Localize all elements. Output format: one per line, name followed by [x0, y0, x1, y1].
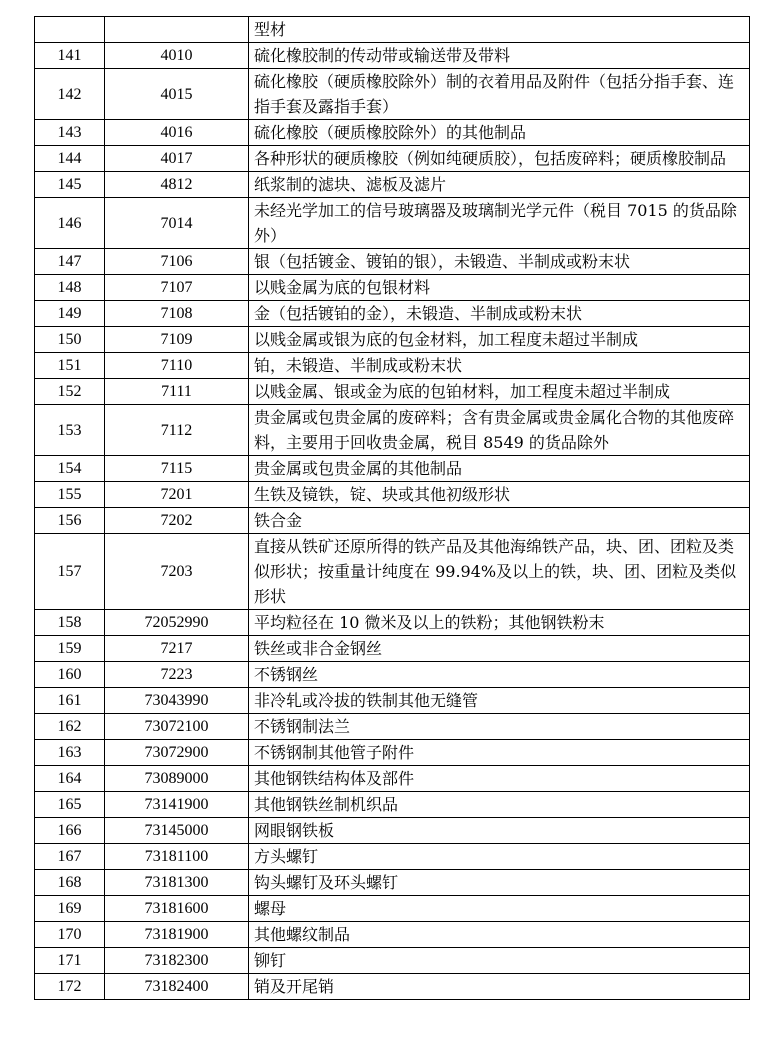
description-cell: 生铁及镜铁，锭、块或其他初级形状: [249, 482, 750, 508]
row-number-cell: 147: [35, 249, 105, 275]
table-row: [35, 482, 750, 508]
row-number-cell: 144: [35, 146, 105, 172]
description-cell: 非冷轧或冷拔的铁制其他无缝管: [249, 688, 750, 714]
tariff-code-cell: 7109: [105, 327, 249, 353]
row-number-cell: 153: [35, 405, 105, 456]
table-row: [35, 379, 750, 405]
row-number-cell: 149: [35, 301, 105, 327]
table-row: [35, 17, 750, 43]
description-cell: 不锈钢制法兰: [249, 714, 750, 740]
table-row: [35, 766, 750, 792]
description-cell: 钩头螺钉及环头螺钉: [249, 870, 750, 896]
row-number-cell: 163: [35, 740, 105, 766]
tariff-code-cell: 73089000: [105, 766, 249, 792]
row-number-cell: 155: [35, 482, 105, 508]
description-cell: 其他钢铁结构体及部件: [249, 766, 750, 792]
table-row: [35, 792, 750, 818]
tariff-code-cell: 73141900: [105, 792, 249, 818]
table-row: [35, 922, 750, 948]
row-number-cell: 171: [35, 948, 105, 974]
row-number-cell: 172: [35, 974, 105, 1000]
tariff-code-cell: 7223: [105, 662, 249, 688]
tariff-code-cell: 73181100: [105, 844, 249, 870]
tariff-code-cell: 7107: [105, 275, 249, 301]
table-row: [35, 405, 750, 456]
description-cell: 硫化橡胶（硬质橡胶除外）制的衣着用品及附件（包括分指手套、连指手套及露指手套）: [249, 69, 750, 120]
row-number-cell: 157: [35, 534, 105, 610]
table-row: [35, 43, 750, 69]
row-number-cell: 162: [35, 714, 105, 740]
row-number-cell: 167: [35, 844, 105, 870]
description-cell: 网眼钢铁板: [249, 818, 750, 844]
tariff-code-cell: 4812: [105, 172, 249, 198]
row-number-cell: 154: [35, 456, 105, 482]
description-cell: 硫化橡胶（硬质橡胶除外）的其他制品: [249, 120, 750, 146]
row-number-cell: [35, 17, 105, 43]
table-row: [35, 974, 750, 1000]
row-number-cell: 161: [35, 688, 105, 714]
tariff-code-cell: [105, 17, 249, 43]
tariff-code-cell: 7112: [105, 405, 249, 456]
description-cell: 其他钢铁丝制机织品: [249, 792, 750, 818]
tariff-code-cell: 73181600: [105, 896, 249, 922]
description-cell: 以贱金属为底的包银材料: [249, 275, 750, 301]
row-number-cell: 169: [35, 896, 105, 922]
table-row: [35, 610, 750, 636]
description-cell: 各种形状的硬质橡胶（例如纯硬质胶），包括废碎料；硬质橡胶制品: [249, 146, 750, 172]
tariff-code-cell: 4016: [105, 120, 249, 146]
tariff-code-cell: 73072900: [105, 740, 249, 766]
table-row: [35, 146, 750, 172]
tariff-code-cell: 72052990: [105, 610, 249, 636]
table-row: [35, 948, 750, 974]
description-cell: 螺母: [249, 896, 750, 922]
row-number-cell: 151: [35, 353, 105, 379]
description-cell: 未经光学加工的信号玻璃器及玻璃制光学元件（税目 7015 的货品除外）: [249, 198, 750, 249]
description-cell: 型材: [249, 17, 750, 43]
table-row: [35, 844, 750, 870]
tariff-code-cell: 4010: [105, 43, 249, 69]
table-row: [35, 172, 750, 198]
table-row: [35, 740, 750, 766]
row-number-cell: 156: [35, 508, 105, 534]
row-number-cell: 168: [35, 870, 105, 896]
description-cell: 不锈钢丝: [249, 662, 750, 688]
description-cell: 铂，未锻造、半制成或粉末状: [249, 353, 750, 379]
description-cell: 方头螺钉: [249, 844, 750, 870]
row-number-cell: 160: [35, 662, 105, 688]
table-row: [35, 636, 750, 662]
tariff-code-cell: 7014: [105, 198, 249, 249]
table-row: [35, 198, 750, 249]
table-row: [35, 69, 750, 120]
description-cell: 金（包括镀铂的金），未锻造、半制成或粉末状: [249, 301, 750, 327]
tariff-code-cell: 7201: [105, 482, 249, 508]
description-cell: 铁合金: [249, 508, 750, 534]
tariff-code-cell: 7110: [105, 353, 249, 379]
description-cell: 纸浆制的滤块、滤板及滤片: [249, 172, 750, 198]
tariff-code-cell: 7111: [105, 379, 249, 405]
description-cell: 以贱金属、银或金为底的包铂材料，加工程度未超过半制成: [249, 379, 750, 405]
tariff-code-cell: 7217: [105, 636, 249, 662]
description-cell: 不锈钢制其他管子附件: [249, 740, 750, 766]
description-cell: 直接从铁矿还原所得的铁产品及其他海绵铁产品，块、团、团粒及类似形状；按重量计纯度在 99.94%及以上的铁，块、团、团粒及类似形状: [249, 534, 750, 610]
tariff-code-cell: 4015: [105, 69, 249, 120]
goods-table: [34, 16, 750, 1000]
description-cell: 硫化橡胶制的传动带或输送带及带料: [249, 43, 750, 69]
description-cell: 铁丝或非合金钢丝: [249, 636, 750, 662]
tariff-code-cell: 7115: [105, 456, 249, 482]
tariff-code-cell: 73182400: [105, 974, 249, 1000]
goods-table-body: [35, 17, 750, 1000]
row-number-cell: 142: [35, 69, 105, 120]
table-row: [35, 818, 750, 844]
table-row: [35, 870, 750, 896]
description-cell: 其他螺纹制品: [249, 922, 750, 948]
table-row: [35, 120, 750, 146]
tariff-code-cell: 7202: [105, 508, 249, 534]
row-number-cell: 152: [35, 379, 105, 405]
table-row: [35, 534, 750, 610]
row-number-cell: 146: [35, 198, 105, 249]
tariff-code-cell: 7203: [105, 534, 249, 610]
description-cell: 银（包括镀金、镀铂的银），未锻造、半制成或粉末状: [249, 249, 750, 275]
description-cell: 贵金属或包贵金属的其他制品: [249, 456, 750, 482]
row-number-cell: 158: [35, 610, 105, 636]
tariff-code-cell: 7108: [105, 301, 249, 327]
row-number-cell: 150: [35, 327, 105, 353]
table-row: [35, 662, 750, 688]
tariff-code-cell: 73145000: [105, 818, 249, 844]
tariff-code-cell: 73181300: [105, 870, 249, 896]
table-row: [35, 275, 750, 301]
tariff-code-cell: 7106: [105, 249, 249, 275]
table-row: [35, 714, 750, 740]
tariff-code-cell: 73043990: [105, 688, 249, 714]
row-number-cell: 148: [35, 275, 105, 301]
description-cell: 铆钉: [249, 948, 750, 974]
tariff-code-cell: 73072100: [105, 714, 249, 740]
tariff-code-cell: 73182300: [105, 948, 249, 974]
row-number-cell: 145: [35, 172, 105, 198]
table-row: [35, 301, 750, 327]
table-row: [35, 508, 750, 534]
table-row: [35, 896, 750, 922]
description-cell: 贵金属或包贵金属的废碎料；含有贵金属或贵金属化合物的其他废碎料，主要用于回收贵金属，税目 8549 的货品除外: [249, 405, 750, 456]
row-number-cell: 143: [35, 120, 105, 146]
tariff-code-cell: 73181900: [105, 922, 249, 948]
tariff-code-cell: 4017: [105, 146, 249, 172]
table-row: [35, 456, 750, 482]
description-cell: 销及开尾销: [249, 974, 750, 1000]
description-cell: 以贱金属或银为底的包金材料，加工程度未超过半制成: [249, 327, 750, 353]
row-number-cell: 166: [35, 818, 105, 844]
row-number-cell: 170: [35, 922, 105, 948]
row-number-cell: 165: [35, 792, 105, 818]
row-number-cell: 141: [35, 43, 105, 69]
row-number-cell: 164: [35, 766, 105, 792]
row-number-cell: 159: [35, 636, 105, 662]
description-cell: 平均粒径在 10 微米及以上的铁粉；其他钢铁粉末: [249, 610, 750, 636]
table-row: [35, 688, 750, 714]
table-row: [35, 327, 750, 353]
table-row: [35, 353, 750, 379]
document-page: [34, 16, 749, 1000]
table-row: [35, 249, 750, 275]
